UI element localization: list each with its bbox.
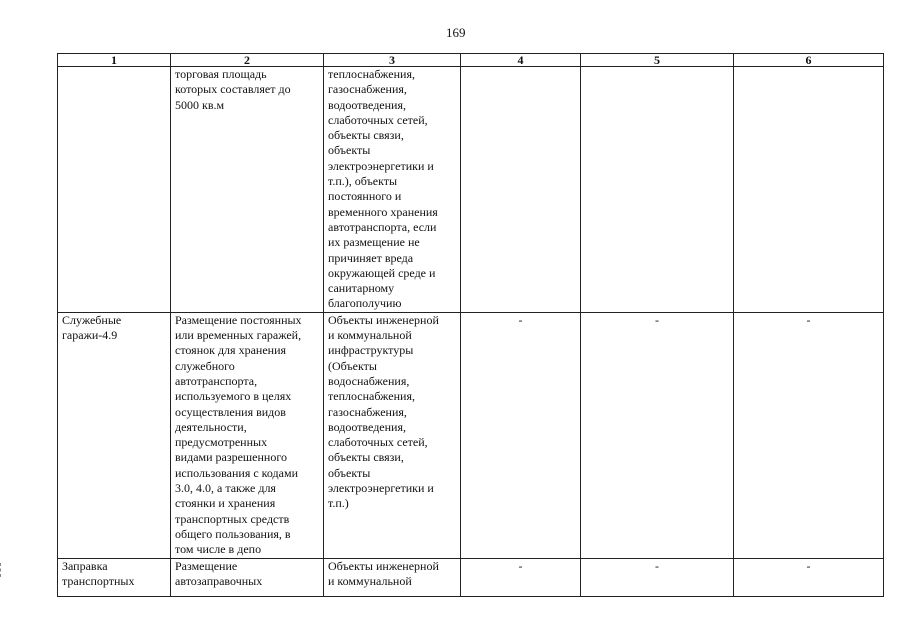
header-row — [58, 54, 884, 67]
cell: - — [461, 558, 581, 596]
cell: торговая площадь которых составляет до 5000 кв.м — [171, 67, 324, 313]
col-header-2: 2 — [171, 54, 324, 67]
cell: Заправка транспортных — [58, 558, 171, 596]
col-header-4: 4 — [461, 54, 581, 67]
table-row — [58, 558, 884, 596]
col-header-1: 1 — [58, 54, 171, 67]
cell: теплоснабжения, газоснабжения, водоотведения, слаботочных сетей, объекты связи, объекты электроэнергетики и т.п.), объекты постоянного и временного хранения автотранспорта, если их размещение не причиняет вреда окружающей среде и санитарному благополучию — [324, 67, 461, 313]
cell — [581, 67, 734, 313]
cell — [734, 67, 884, 313]
cell: Объекты инженерной и коммунальной — [324, 558, 461, 596]
page-number: 169 — [446, 25, 466, 40]
cell: - — [581, 312, 734, 558]
land-use-table — [57, 53, 884, 597]
cell: - — [461, 312, 581, 558]
scan-edge-mark — [0, 563, 5, 577]
col-header-5: 5 — [581, 54, 734, 67]
col-header-3: 3 — [324, 54, 461, 67]
cell: Объекты инженерной и коммунальной инфраструктуры (Объекты водоснабжения, теплоснабжения, газоснабжения, водоотведения, слаботочных сетей, объекты связи, объекты электроэнергетики и т.п.) — [324, 312, 461, 558]
cell: - — [734, 558, 884, 596]
table-row — [58, 312, 884, 558]
col-header-6: 6 — [734, 54, 884, 67]
cell: Размещение автозаправочных — [171, 558, 324, 596]
cell: Служебные гаражи-4.9 — [58, 312, 171, 558]
cell: Размещение постоянных или временных гаражей, стоянок для хранения служебного автотранспорта, используемого в целях осуществления видов деятельности, предусмотренных видами разрешенного использования с кодами 3.0, 4.0, а также для стоянки и хранения транспортных средств общего пользования, в том числе в депо — [171, 312, 324, 558]
cell: - — [581, 558, 734, 596]
table-row — [58, 67, 884, 313]
cell — [58, 67, 171, 313]
cell — [461, 67, 581, 313]
cell: - — [734, 312, 884, 558]
